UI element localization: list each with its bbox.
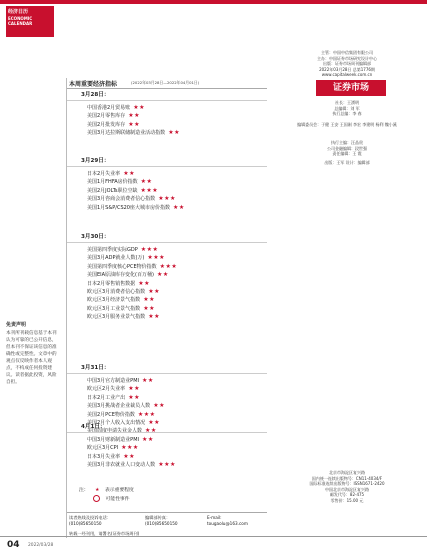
importance-stars: ★★ bbox=[143, 296, 155, 304]
staff-line: 社长：王湧明 bbox=[335, 100, 359, 105]
event-name: 中国3月官方制造业PMI bbox=[87, 378, 139, 384]
calendar-title-row bbox=[67, 78, 267, 89]
staff-line: 执行主编：汪品贵 bbox=[331, 140, 363, 145]
importance-stars: ★★ bbox=[148, 313, 160, 321]
importance-stars: ★★★ bbox=[147, 254, 166, 262]
page-footer bbox=[0, 536, 427, 553]
importance-stars: ★★★ bbox=[121, 444, 139, 452]
calendar-main bbox=[66, 78, 267, 538]
publication-logo: 证券市场 bbox=[316, 80, 386, 96]
event-name: 日本2月工业产出 bbox=[87, 394, 126, 401]
date-section bbox=[67, 91, 267, 138]
distribution-line: 北京市海淀区复兴路 bbox=[329, 470, 365, 475]
event-item bbox=[67, 195, 267, 203]
column-label bbox=[6, 6, 54, 37]
disclaimer-heading: 免责声明 bbox=[6, 322, 27, 328]
importance-stars: ★★ bbox=[148, 288, 160, 296]
event-item bbox=[67, 394, 267, 402]
event-item bbox=[67, 377, 267, 385]
website[interactable]: www.capitalweek.com.cn bbox=[321, 72, 373, 78]
event-item bbox=[67, 385, 267, 393]
event-name: 中国3月财新制造业PMI bbox=[87, 437, 139, 443]
column-label-zh: 经济日历 bbox=[8, 9, 29, 15]
email-address[interactable]: tougaolu@163.com bbox=[207, 521, 248, 526]
hotline-number: (010)85650150 bbox=[69, 521, 102, 526]
event-name: 美国2月批发库存 bbox=[87, 121, 126, 128]
event-name: 日本2月零售销售数据 bbox=[87, 280, 136, 287]
hotline-label: 读者热线及投诉电话： bbox=[69, 515, 111, 520]
legend-ring-text: 可能性事件 bbox=[105, 497, 130, 502]
importance-stars: ★★ bbox=[133, 104, 145, 111]
event-name: 美国第四季度实际GDP bbox=[87, 247, 138, 253]
section-date: 4月1日： bbox=[67, 423, 267, 433]
masthead-line: 出版：证券市场周刊编辑部 bbox=[323, 61, 371, 67]
event-name: 美国2月PCE物价指数 bbox=[87, 411, 135, 418]
distribution bbox=[272, 470, 422, 504]
masthead-staff2 bbox=[272, 140, 422, 157]
importance-stars: ★★★ bbox=[137, 410, 156, 418]
reprint-note: 转载一经刊用，请署名(证券市场周刊) bbox=[69, 531, 140, 536]
disclaimer-body: 本刊所刊载信息基于本刊认为可靠的已公开信息，但本刊不保证该信息的准确性或完整性。文章中的观点仅反映作者本人观点，不构成任何投资建议。读者据此投资，风险自担。 bbox=[6, 331, 57, 385]
ring-icon bbox=[93, 495, 100, 502]
event-name: 美国3月达拉斯联储制造业活动指数 bbox=[87, 130, 166, 137]
event-item bbox=[67, 436, 267, 444]
event-item bbox=[67, 461, 267, 469]
importance-stars: ★★ bbox=[128, 112, 140, 120]
contact-info bbox=[67, 512, 267, 536]
calendar-date-range: (2022年03月28日—2022年04月01日) bbox=[131, 80, 200, 85]
page-number: 04 bbox=[7, 540, 20, 550]
event-name: 欧元区3月CPI bbox=[87, 445, 119, 452]
importance-stars: ★★ bbox=[123, 452, 135, 460]
event-item bbox=[67, 187, 267, 195]
section-date: 3月28日： bbox=[67, 91, 267, 101]
importance-stars: ★★ bbox=[153, 402, 165, 410]
importance-stars: ★★ bbox=[140, 178, 153, 186]
masthead-line: 主管：中国中信集团有限公司 bbox=[321, 50, 373, 55]
event-name: 欧元区3月经济景气指数 bbox=[87, 297, 141, 304]
credit-line: 出版：王军 设计：编辑部 bbox=[324, 160, 370, 165]
importance-stars: ★★★ bbox=[159, 262, 178, 270]
disclaimer-sidebar bbox=[6, 322, 60, 386]
event-item bbox=[67, 112, 267, 120]
event-item bbox=[67, 453, 267, 461]
event-name: 美国周度申请失业金人数 bbox=[87, 428, 143, 435]
fax-number: (010)85650150 bbox=[145, 521, 178, 526]
calendar-title: 本周重要经济指标 bbox=[69, 81, 118, 88]
importance-stars: ★★ bbox=[156, 271, 169, 279]
page-date: 2022/03/28 bbox=[28, 543, 54, 548]
event-name: 美国3月非农就业人口变动人数 bbox=[87, 462, 156, 469]
importance-stars: ★★ bbox=[128, 393, 140, 401]
event-item bbox=[67, 271, 267, 279]
event-item bbox=[67, 246, 267, 254]
event-name: 美国2月个人收入支出情况 bbox=[87, 420, 146, 427]
event-name: 美国3月挑战者企业裁员人数 bbox=[87, 403, 151, 410]
importance-stars: ★★★ bbox=[158, 461, 176, 469]
event-name: 美国3月ADP就业人数(万) bbox=[87, 255, 145, 262]
event-item bbox=[67, 444, 267, 452]
staff-line: 执行总编：李 春 bbox=[332, 111, 362, 117]
date-section bbox=[67, 157, 267, 212]
column-label-en: ECONOMIC CALENDAR bbox=[8, 16, 33, 26]
importance-stars: ★★ bbox=[128, 120, 140, 128]
event-name: 欧元区3月消费者信心指数 bbox=[87, 289, 146, 296]
event-name: 美国EIA原油库存变化(百万桶) bbox=[87, 272, 154, 279]
staff-line: 总编辑：刘 军 bbox=[334, 105, 360, 111]
event-item bbox=[67, 104, 267, 112]
event-name: 美国1月FHFA房价指数 bbox=[87, 179, 138, 186]
importance-stars: ★★ bbox=[142, 377, 154, 384]
event-item bbox=[67, 411, 267, 419]
event-item bbox=[67, 313, 267, 321]
event-item bbox=[67, 121, 267, 129]
event-name: 欧元区3月服务业景气指数 bbox=[87, 314, 146, 321]
event-item bbox=[67, 204, 267, 212]
event-name: 美国第四季度核心PCE物价指数 bbox=[87, 263, 157, 270]
importance-stars: ★★ bbox=[148, 419, 160, 427]
importance-stars: ★★ bbox=[142, 436, 154, 443]
event-item bbox=[67, 129, 267, 137]
event-item bbox=[67, 402, 267, 410]
masthead bbox=[272, 0, 422, 536]
section-date: 3月30日： bbox=[67, 233, 267, 243]
masthead-staff bbox=[272, 100, 422, 117]
fax-label: 编辑部传真： bbox=[145, 515, 171, 520]
editorial-board: 编辑委员会：于健 王安 王国刚 李宏 李建明 杨利 魏小溪 bbox=[297, 122, 397, 127]
event-name: 美国1月S&P/CS20座大城市房价指数 bbox=[87, 204, 170, 211]
importance-stars: ★★ bbox=[143, 304, 155, 312]
legend-label: 注： bbox=[79, 488, 89, 493]
event-name: 日本3月失业率 bbox=[87, 453, 121, 460]
event-name: 美国2月JOLTs职位空缺 bbox=[87, 187, 138, 194]
section-date: 3月31日： bbox=[67, 364, 267, 374]
address: 中国北京市海淀区复兴路 bbox=[325, 486, 369, 492]
masthead-line: 主办：中国证券市场研究设计中心 bbox=[317, 55, 377, 61]
event-item bbox=[67, 263, 267, 271]
email-label: E-mail: bbox=[207, 515, 222, 520]
importance-stars: ★★ bbox=[145, 427, 157, 435]
date-section bbox=[67, 423, 267, 470]
event-name: 欧元区2月失业率 bbox=[87, 386, 126, 393]
importance-stars: ★★ bbox=[138, 279, 150, 287]
importance-stars: ★★ bbox=[168, 129, 180, 137]
event-item bbox=[67, 254, 267, 262]
event-name: 美国2月零售库存 bbox=[87, 113, 126, 120]
event-name: 美国3月咨商会消费者信心指数 bbox=[87, 196, 156, 203]
price: 零售价：15.00 元 bbox=[330, 497, 364, 503]
distribution-line: 国内统一连续出版物号：CN11-4034/F bbox=[311, 475, 383, 481]
star-icon: ★ bbox=[95, 488, 100, 493]
event-name: 中国香港2月贸易账 bbox=[87, 105, 131, 111]
event-item bbox=[67, 178, 267, 186]
event-item bbox=[67, 280, 267, 288]
event-item bbox=[67, 288, 267, 296]
date-section bbox=[67, 233, 267, 322]
issue-info: 2022年03月28日 总第1776期 bbox=[319, 66, 375, 72]
event-item bbox=[67, 296, 267, 304]
importance-stars: ★★★ bbox=[140, 186, 159, 194]
event-name: 欧元区3月工业景气指数 bbox=[87, 305, 141, 312]
importance-stars: ★★★ bbox=[140, 246, 159, 253]
section-date: 3月29日： bbox=[67, 157, 267, 167]
legend bbox=[79, 487, 134, 504]
importance-stars: ★★★ bbox=[158, 195, 176, 203]
importance-stars: ★★ bbox=[172, 203, 185, 211]
event-item bbox=[67, 305, 267, 313]
importance-stars: ★★ bbox=[123, 170, 135, 177]
postal-code: 邮发代号：82-475 bbox=[329, 492, 365, 498]
staff-line: 公司金融编辑：段世强 bbox=[327, 145, 367, 151]
staff-line: 责任编辑：王 霞 bbox=[332, 151, 362, 157]
legend-star-text: 表示重要程度 bbox=[104, 488, 134, 493]
masthead-top bbox=[272, 50, 422, 78]
distribution-line: 国际标准连续出版物号：ISSN1671-2420 bbox=[309, 481, 385, 487]
event-item bbox=[67, 170, 267, 178]
importance-stars: ★★ bbox=[128, 385, 140, 393]
event-name: 日本2月失业率 bbox=[87, 171, 121, 177]
